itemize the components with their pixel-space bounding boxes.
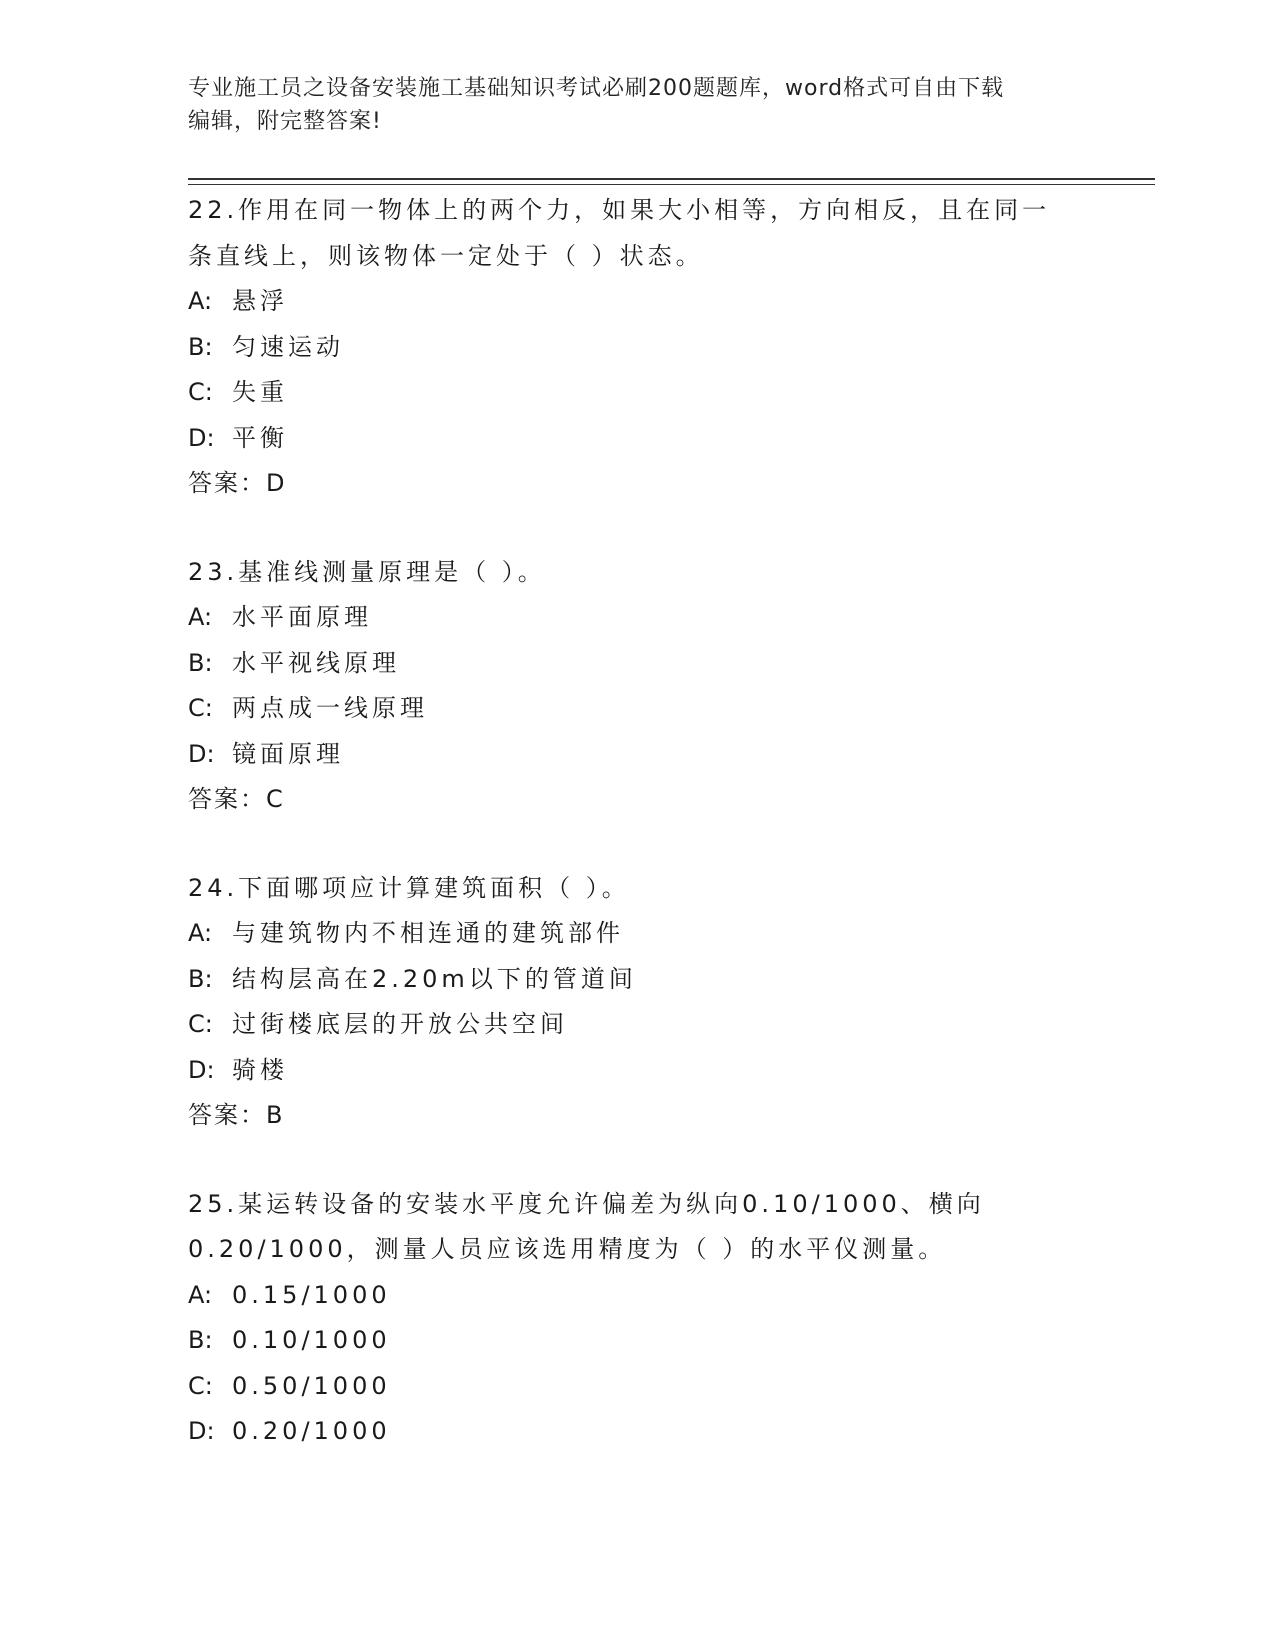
option-key: A: — [188, 603, 213, 631]
question-stem: 25.某运转设备的安装水平度允许偏差为纵向0.10/1000、横向 — [188, 1189, 985, 1218]
option-text: 悬浮 — [232, 287, 288, 315]
header-line-2: 编辑，附完整答案! — [188, 109, 382, 134]
option-a — [188, 1273, 1088, 1319]
option-key: B: — [188, 964, 213, 993]
option-text: 水平面原理 — [232, 603, 372, 631]
option-text: 两点成一线原理 — [232, 694, 428, 722]
option-text: 匀速运动 — [232, 332, 344, 361]
header-divider-thick — [188, 178, 1155, 180]
option-key: C: — [188, 694, 213, 722]
option-text: 水平视线原理 — [232, 648, 400, 677]
question-stem: 24.下面哪项应计算建筑面积（ ）。 — [188, 873, 630, 902]
option-a — [188, 595, 1088, 641]
option-d — [188, 1048, 1088, 1094]
option-key: A: — [188, 287, 213, 315]
answer-line: 答案：D — [188, 469, 287, 497]
header-divider-thin — [188, 184, 1155, 185]
option-key: C: — [188, 1010, 213, 1038]
question-stem: 22.作用在同一物体上的两个力，如果大小相等，方向相反，且在同一 — [188, 196, 1051, 224]
question-23 — [188, 550, 1088, 823]
option-a — [188, 911, 1088, 957]
option-key: D: — [188, 739, 215, 768]
option-text: 失重 — [232, 378, 288, 406]
question-25 — [188, 1182, 1088, 1455]
option-d — [188, 732, 1088, 778]
option-text: 结构层高在2.20m以下的管道间 — [232, 964, 637, 993]
question-stem: 条直线上，则该物体一定处于（ ）状态。 — [188, 241, 704, 270]
question-stem: 0.20/1000，测量人员应该选用精度为（ ）的水平仪测量。 — [188, 1235, 947, 1263]
option-key: B: — [188, 332, 213, 361]
option-c — [188, 1002, 1088, 1048]
option-d — [188, 416, 1088, 462]
option-text: 0.15/1000 — [232, 1280, 391, 1309]
option-c — [188, 1364, 1088, 1410]
question-24 — [188, 866, 1088, 1139]
option-text: 镜面原理 — [232, 739, 344, 768]
question-stem: 23.基准线测量原理是（ ）。 — [188, 557, 546, 586]
option-key: C: — [188, 1371, 213, 1400]
option-key: B: — [188, 1326, 213, 1354]
option-b — [188, 1318, 1088, 1364]
option-text: 骑楼 — [232, 1055, 288, 1084]
header-line-1: 专业施工员之设备安装施工基础知识考试必刷200题题库，word格式可自由下载 — [188, 76, 1005, 101]
option-key: B: — [188, 648, 213, 677]
option-key: A: — [188, 919, 213, 947]
option-b — [188, 325, 1088, 371]
option-c — [188, 370, 1088, 416]
option-d — [188, 1409, 1088, 1455]
option-text: 0.50/1000 — [232, 1371, 391, 1400]
option-a — [188, 279, 1088, 325]
option-key: D: — [188, 423, 215, 452]
document-header — [188, 72, 1088, 138]
question-list — [188, 188, 1088, 1498]
option-key: D: — [188, 1055, 215, 1084]
question-22 — [188, 188, 1088, 507]
option-text: 0.20/1000 — [232, 1417, 391, 1445]
option-b — [188, 957, 1088, 1003]
option-text: 过街楼底层的开放公共空间 — [232, 1010, 568, 1038]
answer-line: 答案：C — [188, 785, 285, 813]
option-b — [188, 641, 1088, 687]
option-key: A: — [188, 1280, 213, 1309]
option-key: D: — [188, 1417, 215, 1445]
option-text: 0.10/1000 — [232, 1326, 391, 1354]
answer-line: 答案：B — [188, 1101, 285, 1129]
option-text: 平衡 — [232, 423, 288, 452]
option-key: C: — [188, 378, 213, 406]
option-text: 与建筑物内不相连通的建筑部件 — [232, 919, 624, 947]
option-c — [188, 686, 1088, 732]
